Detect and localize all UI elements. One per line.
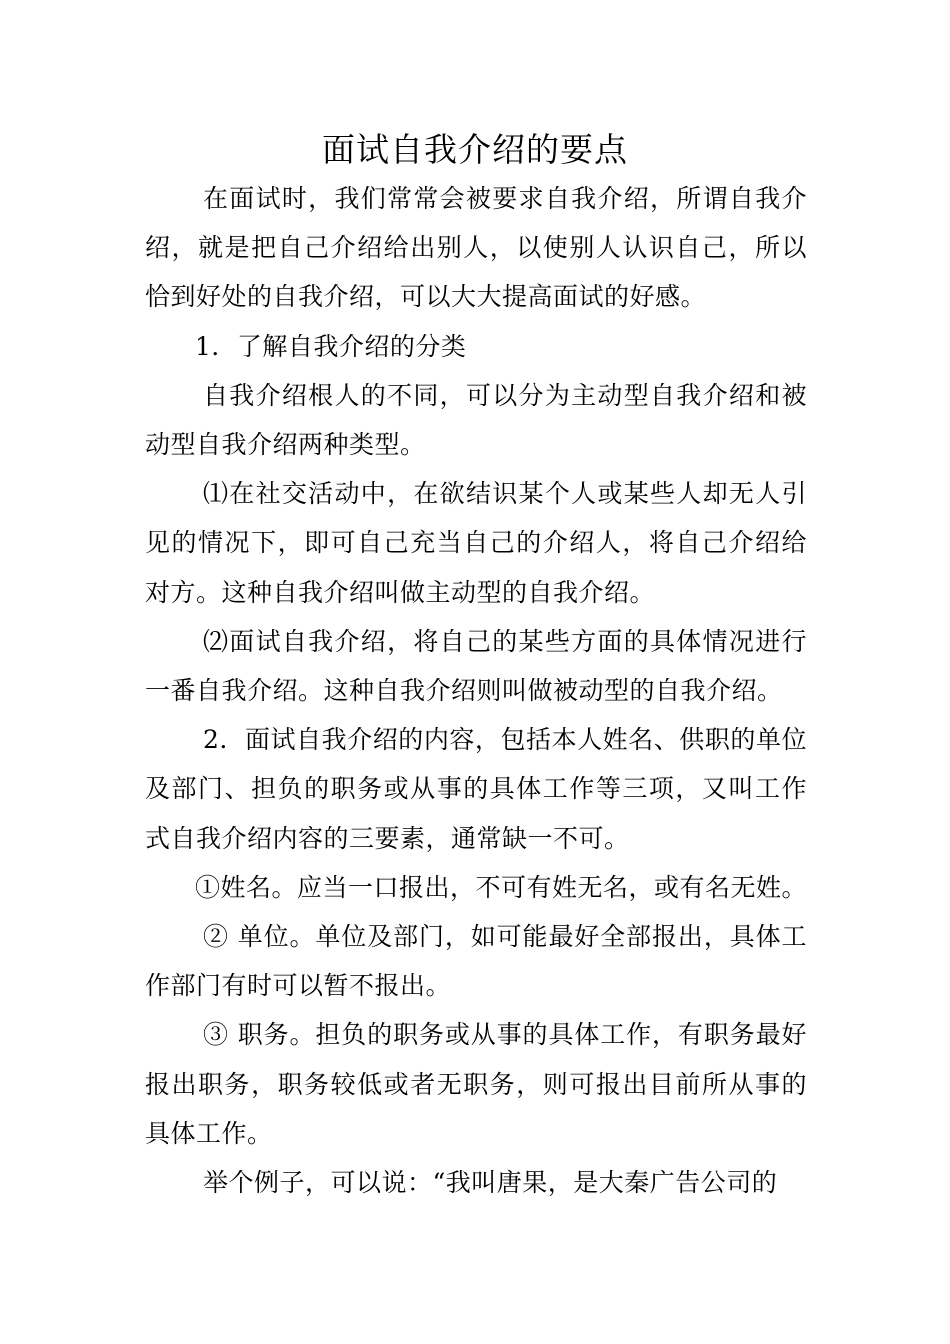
list-item-unit: ② 单位。单位及部门，如可能最好全部报出，具体工作部门有时可以暂不报出。 (145, 922, 807, 1001)
section-heading-2: 2．面试自我介绍的内容，包括本人姓名、供职的单位及部门、担负的职务或从事的具体工作等三项，又叫工作式自我介绍内容的三要素，通常缺一不可。 (145, 725, 807, 853)
document-body (145, 174, 807, 1207)
document-title: 面试自我介绍的要点 (322, 130, 628, 169)
list-item-name: ①姓名。应当一口报出，不可有姓无名，或有名无姓。 (195, 872, 808, 902)
section-heading-1: 1．了解自我介绍的分类 (195, 331, 467, 361)
paragraph-classification: 自我介绍根人的不同，可以分为主动型自我介绍和被动型自我介绍两种类型。 (145, 380, 807, 460)
paragraph-example: 举个例子，可以说：“我叫唐果，是大秦广告公司的 (203, 1168, 778, 1198)
list-item-position: ③ 职务。担负的职务或从事的具体工作，有职务最好报出职务，职务较低或者无职务，则可报出目前所从事的具体工作。 (145, 1020, 807, 1148)
paragraph-intro: 在面试时，我们常常会被要求自我介绍，所谓自我介绍，就是把自己介绍给出别人，以使别人认识自己，所以恰到好处的自我介绍，可以大大提高面试的好感。 (145, 184, 807, 312)
paragraph-passive-type: ⑵面试自我介绍，将自己的某些方面的具体情况进行一番自我介绍。这种自我介绍则叫做被动型的自我介绍。 (145, 626, 807, 706)
paragraph-active-type: ⑴在社交活动中，在欲结识某个人或某些人却无人引见的情况下，即可自己充当自己的介绍人，将自己介绍给对方。这种自我介绍叫做主动型的自我介绍。 (145, 479, 807, 607)
